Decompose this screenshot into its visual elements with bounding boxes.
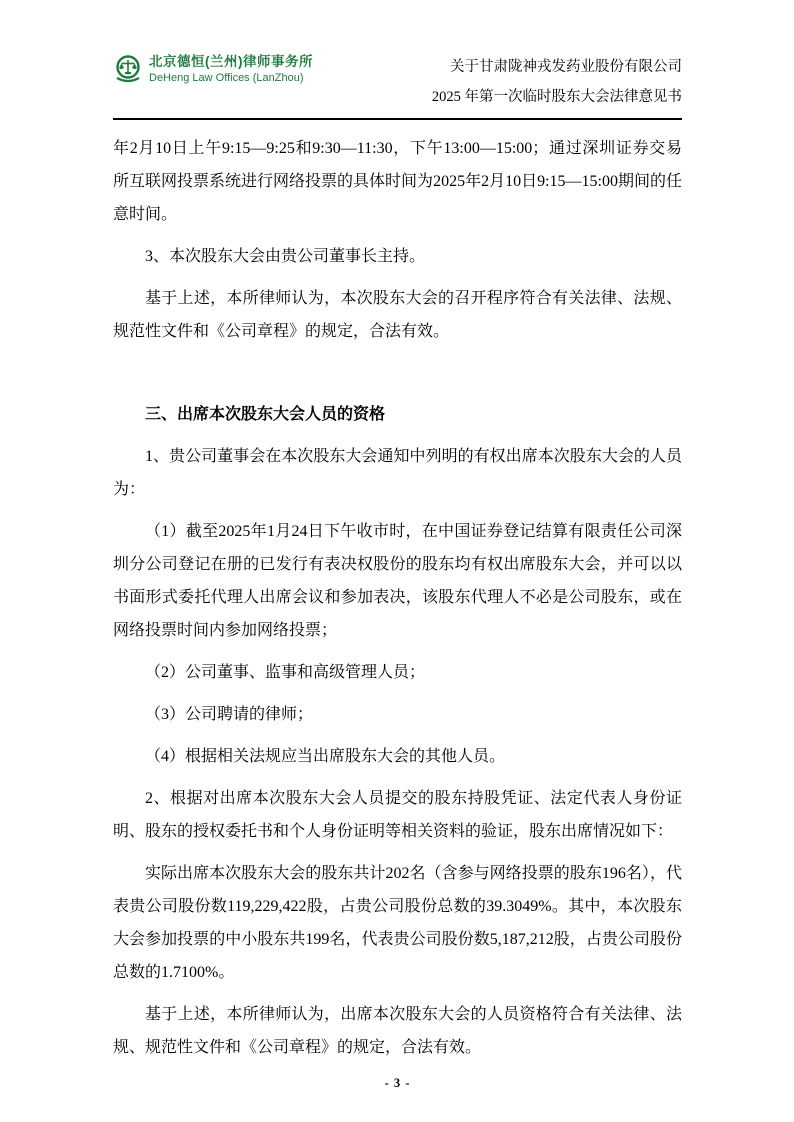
firm-name-block — [149, 54, 313, 84]
paragraph-sub2-directors-supervisors: （2）公司董事、监事和高级管理人员； — [145, 664, 426, 681]
page-footer — [113, 1076, 682, 1091]
paragraph-item1-entitled-persons: 1、贵公司董事会在本次股东大会通知中列明的有权出席本次股东大会的人员为： — [113, 448, 682, 498]
paragraph-sub3-lawyers: （3）公司聘请的律师； — [145, 706, 314, 723]
doc-title-line2: 2025 年第一次临时股东大会法律意见书 — [431, 89, 682, 105]
firm-name-english: DeHeng Law Offices (LanZhou) — [149, 71, 304, 84]
paragraph-attendance-statistics: 实际出席本次股东大会的股东共计202名（含参与网络投票的股东196名），代表贵公司股份数119,229,422股，占贵公司股份总数的39.3049%。其中，本次股东大会参加投票的中小股东共199名，代表贵公司股份数5,187,212股，占贵公司股份总数的1.7100%。 — [113, 865, 682, 981]
deheng-logo-icon — [113, 54, 143, 84]
header-divider — [113, 118, 682, 120]
doc-title-line1: 关于甘肃陇神戎发药业股份有限公司 — [450, 59, 682, 75]
paragraph-sub1-registered-shareholders: （1）截至2025年1月24日下午收市时，在中国证券登记结算有限责任公司深圳分公司登记在册的已发行有表决权股份的股东均有权出席股东大会，并可以以书面形式委托代理人出席会议和参加表决，该股东代理人不必是公司股东，或在网络投票时间内参加网络投票； — [113, 523, 682, 639]
paragraph-conclusion-attendees: 基于上述，本所律师认为，出席本次股东大会的人员资格符合有关法律、法规、规范性文件和《公司章程》的规定，合法有效。 — [113, 1006, 682, 1056]
law-firm-brand — [113, 50, 313, 84]
paragraph-item2-verification: 2、根据对出席本次股东大会人员提交的股东持股凭证、法定代表人身份证明、股东的授权委托书和个人身份证明等相关资料的验证，股东出席情况如下： — [113, 790, 682, 840]
paragraph-sub4-other-persons: （4）根据相关法规应当出席股东大会的其他人员。 — [145, 748, 506, 765]
page-header — [113, 50, 682, 112]
paragraph-item3-chairman: 3、本次股东大会由贵公司董事长主持。 — [145, 248, 426, 265]
firm-name-chinese: 北京德恒(兰州)律师事务所 — [149, 54, 313, 69]
document-title-block — [432, 50, 682, 112]
paragraph-conclusion-convening: 基于上述，本所律师认为，本次股东大会的召开程序符合有关法律、法规、规范性文件和《公司章程》的规定，合法有效。 — [113, 290, 682, 340]
section-heading-attendee-qualification: 三、出席本次股东大会人员的资格 — [145, 406, 386, 423]
document-body — [113, 132, 682, 1064]
paragraph-network-voting-time: 年2月10日上午9:15—9:25和9:30—11:30，下午13:00—15:00；通过深圳证券交易所互联网投票系统进行网络投票的具体时间为2025年2月10日9:15—15:00期间的任意时间。 — [113, 140, 682, 223]
page-number: - 3 - — [384, 1076, 411, 1090]
